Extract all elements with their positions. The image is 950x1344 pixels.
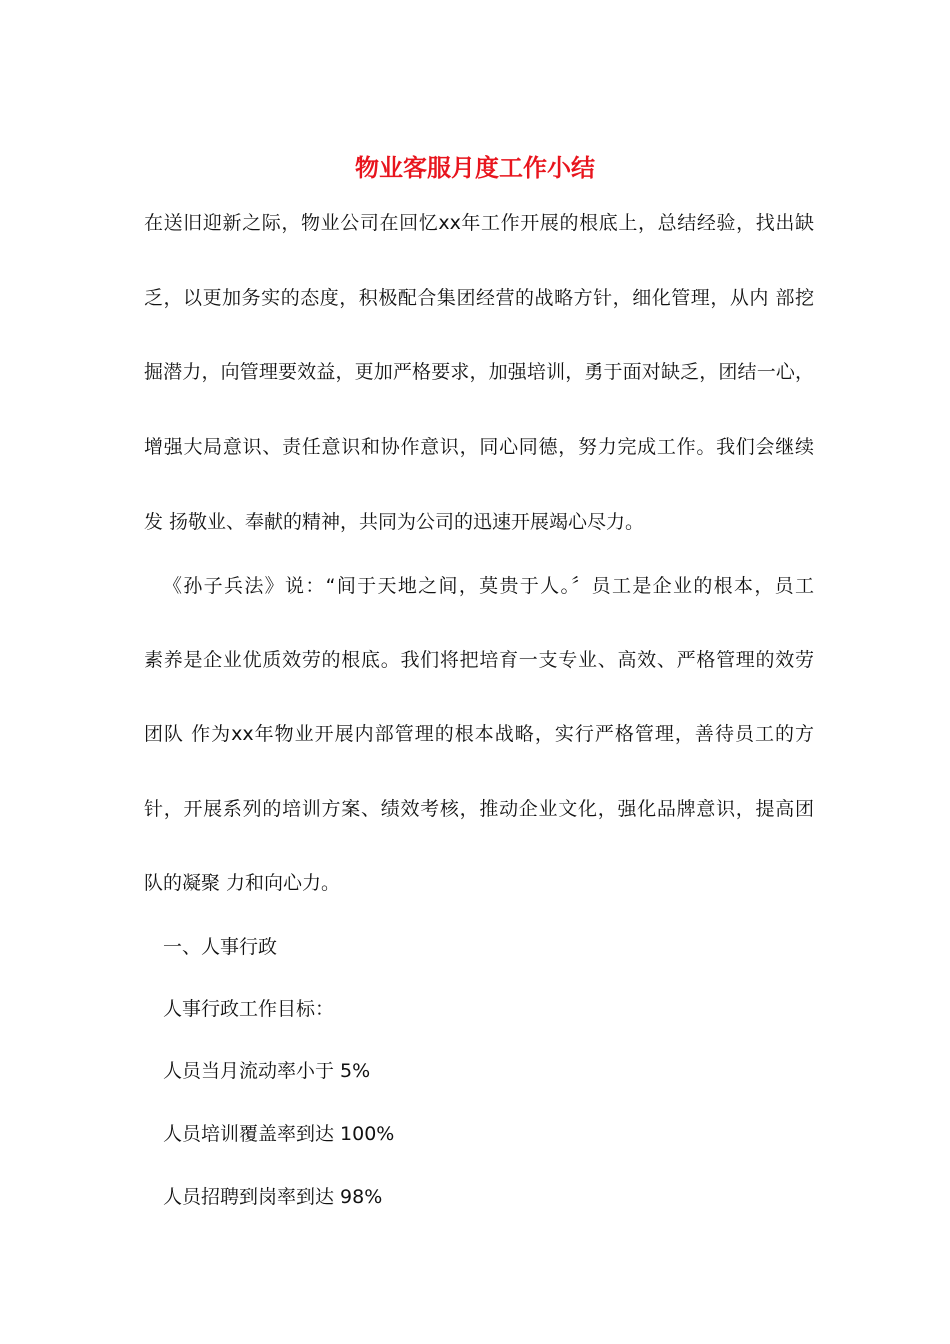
paragraph-2-line-5: 队的凝聚 力和向心力。 (144, 872, 341, 894)
paragraph-2-line-2: 素养是企业优质效劳的根底。我们将把培育一支专业、高效、严格管理的效劳 (144, 649, 814, 671)
paragraph-1-line-2: 乏，以更加务实的态度，积极配合集团经营的战略方针，细化管理，从内 部挖 (144, 287, 814, 309)
paragraph-2-line-3: 团队 作为xx年物业开展内部管理的根本战略，实行严格管理，善待员工的方 (144, 723, 814, 745)
section-heading: 一、人事行政 (163, 936, 278, 958)
goal-item-2: 人员培训覆盖率到达 100% (163, 1123, 395, 1145)
paragraph-1-line-3: 掘潜力，向管理要效益，更加严格要求，加强培训，勇于面对缺乏，团结一心， (144, 361, 814, 383)
goal-item-1: 人员当月流动率小于 5% (163, 1060, 371, 1082)
goals-label: 人事行政工作目标： (163, 998, 335, 1020)
document-title: 物业客服月度工作小结 (355, 153, 595, 182)
paragraph-1-line-1: 在送旧迎新之际，物业公司在回忆xx年工作开展的根底上，总结经验，找出缺 (144, 212, 814, 234)
paragraph-2-line-4: 针，开展系列的培训方案、绩效考核，推动企业文化，强化品牌意识，提高团 (144, 798, 814, 820)
paragraph-1-line-5: 发 扬敬业、奉献的精神，共同为公司的迅速开展竭心尽力。 (144, 511, 645, 533)
paragraph-2-line-1: 《孙子兵法》说：“间于天地之间，莫贵于人。〞员工是企业的根本，员工 (163, 575, 814, 597)
paragraph-1-line-4: 增强大局意识、责任意识和协作意识，同心同德，努力完成工作。我们会继续 (144, 436, 814, 458)
goal-item-3: 人员招聘到岗率到达 98% (163, 1186, 383, 1208)
